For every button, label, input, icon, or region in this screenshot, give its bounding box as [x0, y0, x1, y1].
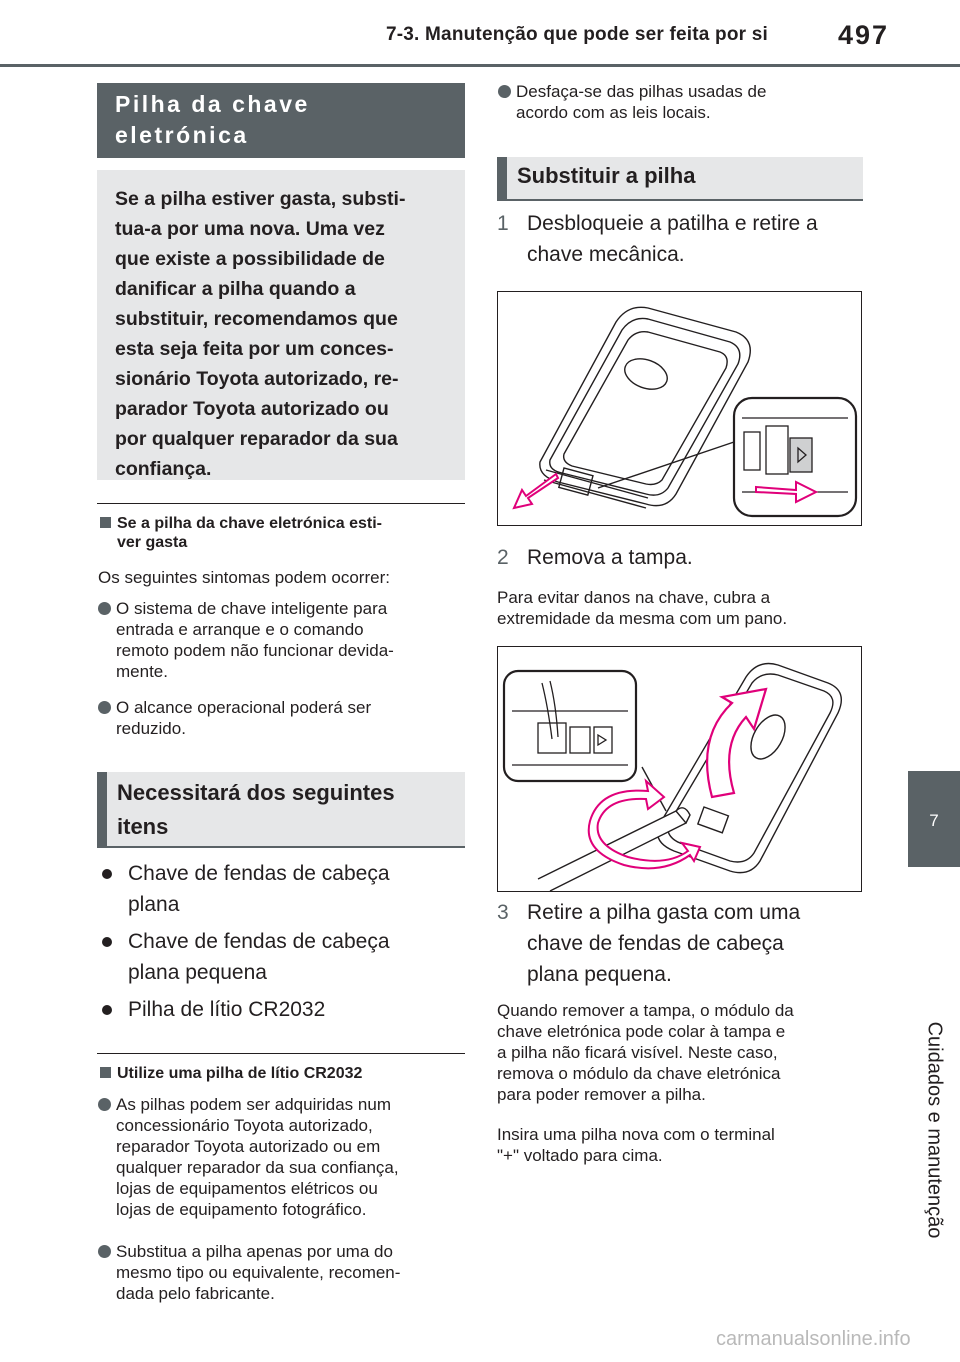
step-number: 3 — [497, 901, 509, 924]
worn-battery-text: Os seguintes sintomas podem ocorrer: — [98, 568, 390, 587]
bullet-icon — [102, 937, 112, 947]
step-1: 1 Desbloqueie a patilha e retire a chave mecânica. — [497, 208, 818, 270]
step-3-note-2: Insira uma pilha nova com o terminal "+" voltado para cima. — [497, 1125, 775, 1165]
step-2-note: Para evitar danos na chave, cubra a extremidade da mesma com um pano. — [497, 588, 788, 628]
use-bullet: As pilhas podem ser adquiridas num concessionário Toyota autorizado, reparador Toyota autorizado ou em qualquer reparador da sua confiança, lojas de equipamentos elétricos ou lojas de equipamento fotográfico. — [98, 1094, 399, 1220]
needs-item: Chave de fendas de cabeça plana pequena — [98, 926, 390, 988]
round-bullet-icon — [98, 701, 111, 714]
key-fob-cover-drawing — [498, 647, 862, 892]
round-bullet-icon — [98, 602, 111, 615]
intro-line: esta seja feita por um conces- — [115, 338, 394, 360]
section-rule — [97, 1053, 465, 1054]
step-number: 2 — [497, 546, 509, 569]
intro-line: por qualquer reparador da sua — [115, 428, 398, 450]
intro-line: parador Toyota autorizado ou — [115, 398, 389, 420]
needs-item: Pilha de lítio CR2032 — [98, 994, 325, 1025]
chapter-label: Cuidados e manutenção — [923, 1021, 946, 1239]
intro-line: Se a pilha estiver gasta, substi- — [115, 188, 406, 210]
intro-line: substituir, recomendamos que — [115, 308, 398, 330]
use-battery-heading: Utilize uma pilha de lítio CR2032 — [100, 1064, 362, 1083]
step-number: 1 — [497, 212, 509, 235]
round-bullet-icon — [98, 1098, 111, 1111]
chapter-number: 7 — [929, 811, 939, 830]
needs-item: Chave de fendas de cabeça plana — [98, 858, 390, 920]
worn-bullet: O sistema de chave inteligente para entrada e arranque e o comando remoto podem não funcionar devida- mente. — [98, 598, 394, 682]
replace-battery-heading: Substituir a pilha — [497, 157, 863, 201]
intro-line: sionário Toyota autorizado, re- — [115, 368, 399, 390]
dispose-bullet: Desfaça-se das pilhas usadas de acordo com as leis locais. — [498, 81, 766, 123]
worn-battery-heading: Se a pilha da chave eletrónica esti- ver gasta — [100, 514, 465, 552]
round-bullet-icon — [98, 1245, 111, 1258]
square-bullet-icon — [100, 517, 111, 528]
needs-heading: Necessitará dos seguintes itens — [97, 772, 465, 848]
intro-box — [97, 170, 465, 480]
intro-line: que existe a possibilidade de — [115, 248, 385, 270]
bullet-icon — [102, 869, 112, 879]
step-2: 2 Remova a tampa. — [497, 542, 693, 573]
key-release-illustration — [497, 291, 862, 526]
section-rule — [97, 503, 465, 504]
section-title-box — [97, 83, 465, 158]
step-3-note: Quando remover a tampa, o módulo da chave eletrónica pode colar à tampa e a pilha não ficará visível. Neste caso, remova o módulo da chave eletrónica para poder remover a pilha. — [497, 1001, 794, 1104]
key-fob-unlock-drawing — [498, 292, 862, 526]
watermark-text: carmanualsonline.info — [716, 1328, 911, 1350]
use-bullet: Substitua a pilha apenas por uma do mesmo tipo ou equivalente, recomen- dada pelo fabricante. — [98, 1241, 400, 1304]
intro-line: danificar a pilha quando a — [115, 278, 356, 300]
intro-line: confiança. — [115, 458, 212, 480]
square-bullet-icon — [100, 1067, 111, 1078]
chapter-tab — [908, 771, 960, 867]
page-number: 497 — [838, 20, 890, 50]
section-title-line: Pilha da chave eletrónica — [115, 91, 310, 148]
bullet-icon — [102, 1005, 112, 1015]
step-3: 3 Retire a pilha gasta com uma chave de fendas de cabeça plana pequena. — [497, 897, 800, 990]
round-bullet-icon — [498, 85, 511, 98]
worn-bullet: O alcance operacional poderá ser reduzido. — [98, 697, 371, 739]
header-rule — [0, 64, 960, 67]
intro-line: tua-a por uma nova. Uma vez — [115, 218, 385, 240]
cover-removal-illustration — [497, 646, 862, 892]
running-header-title: 7-3. Manutenção que pode ser feita por si — [386, 24, 768, 45]
